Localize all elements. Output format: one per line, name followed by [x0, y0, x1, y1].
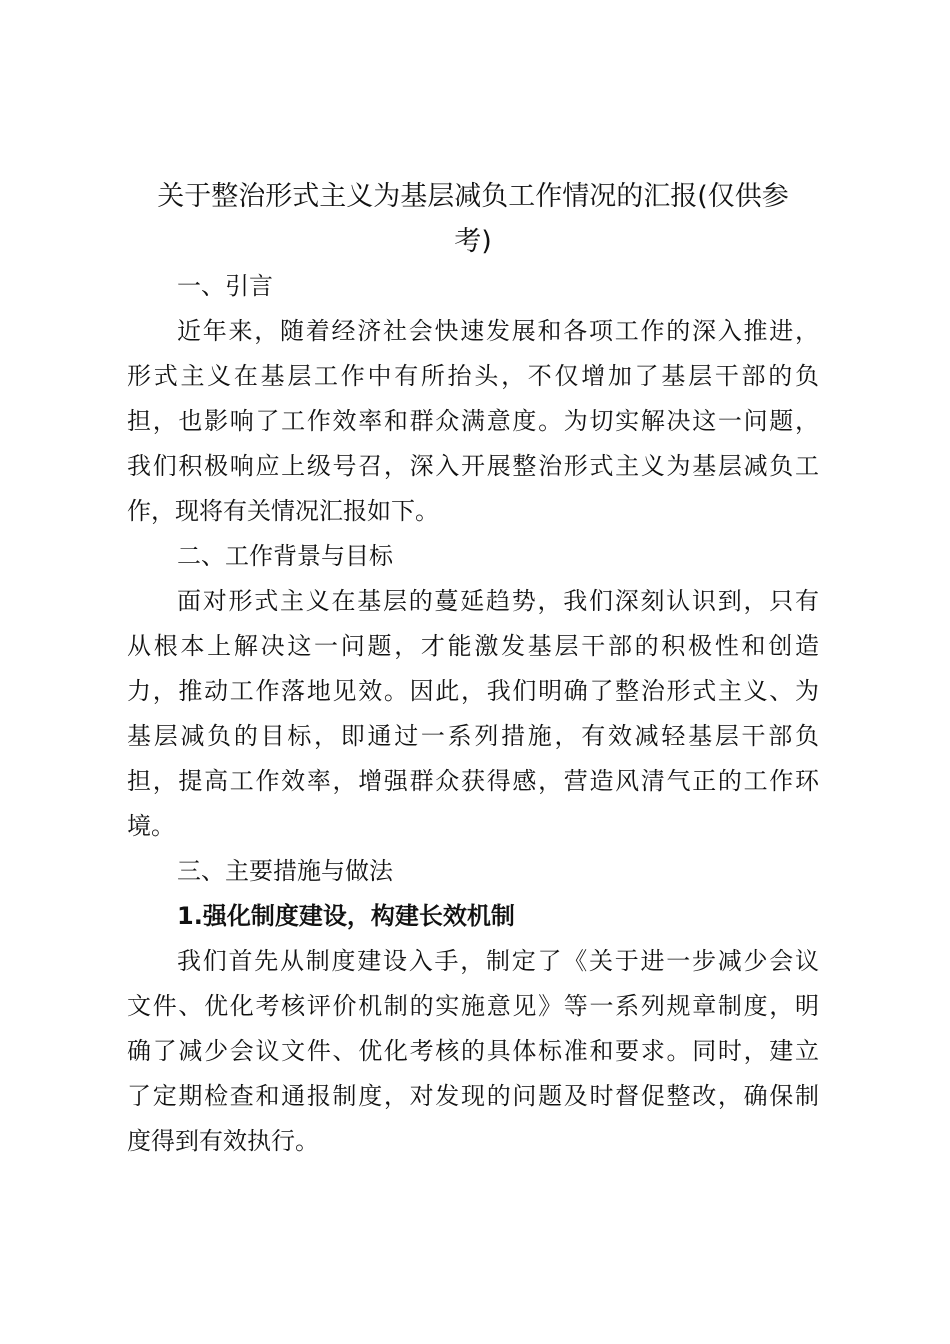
paragraph-line: 担，也影响了工作效率和群众满意度。为切实解决这一问题，	[127, 407, 819, 435]
paragraph-line: 度得到有效执行。	[127, 1127, 319, 1155]
paragraph-line: 我们积极响应上级号召，深入开展整治形式主义为基层减负工	[127, 452, 819, 480]
paragraph-line: 担，提高工作效率，增强群众获得感，营造风清气正的工作环	[127, 767, 819, 795]
title-line: 考)	[454, 226, 492, 257]
section-paragraph-introduction	[127, 309, 819, 534]
paragraph-line: 力，推动工作落地见效。因此，我们明确了整治形式主义、为	[127, 677, 819, 705]
paragraph-line: 基层减负的目标，即通过一系列措施，有效减轻基层干部负	[127, 722, 819, 750]
paragraph-line: 形式主义在基层工作中有所抬头，不仅增加了基层干部的负	[127, 362, 819, 390]
section-paragraph-measures	[127, 939, 819, 1164]
paragraph-line: 面对形式主义在基层的蔓延趋势，我们深刻认识到，只有	[177, 587, 819, 615]
document-page	[127, 174, 819, 1164]
paragraph-line: 了定期检查和通报制度，对发现的问题及时督促整改，确保制	[127, 1082, 819, 1110]
subsection-heading: 1.强化制度建设，构建长效机制	[177, 902, 515, 930]
paragraph-line: 从根本上解决这一问题，才能激发基层干部的积极性和创造	[127, 632, 819, 660]
section-heading-introduction: 一、引言	[177, 272, 273, 300]
title-line: 关于整治形式主义为基层减负工作情况的汇报(仅供参	[157, 181, 789, 212]
paragraph-line: 文件、优化考核评价机制的实施意见》等一系列规章制度，明	[127, 992, 819, 1020]
section-heading-background: 二、工作背景与目标	[177, 542, 393, 570]
paragraph-line: 作，现将有关情况汇报如下。	[127, 497, 439, 525]
paragraph-line: 近年来，随着经济社会快速发展和各项工作的深入推进，	[177, 317, 819, 345]
paragraph-line: 确了减少会议文件、优化考核的具体标准和要求。同时，建立	[127, 1037, 819, 1065]
section-heading-measures: 三、主要措施与做法	[177, 857, 393, 885]
section-paragraph-background	[127, 579, 819, 849]
paragraph-line: 境。	[127, 812, 175, 840]
paragraph-line: 我们首先从制度建设入手，制定了《关于进一步减少会议	[177, 947, 819, 975]
document-title	[113, 174, 833, 264]
